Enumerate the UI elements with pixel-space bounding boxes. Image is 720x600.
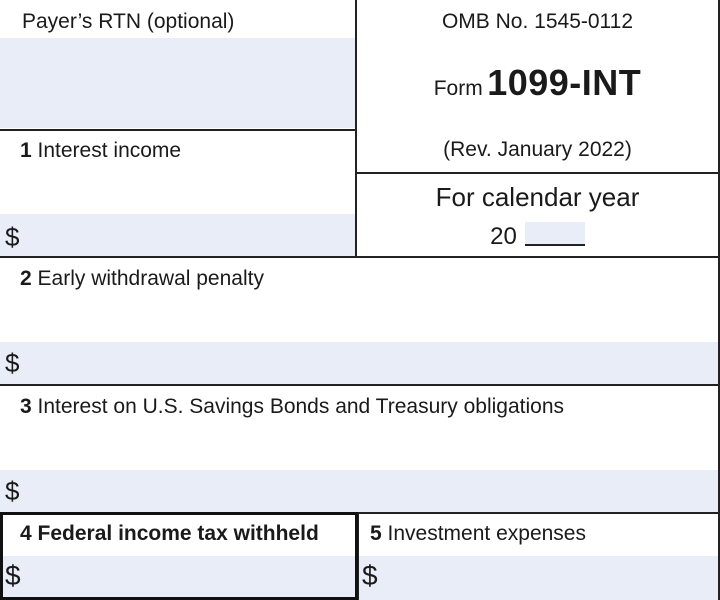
form-title [357, 62, 718, 104]
payer-rtn-label: Payer’s RTN (optional) [22, 10, 235, 33]
box3-number: 3 [20, 395, 32, 418]
box1-number: 1 [20, 139, 32, 162]
box4-number: 4 [20, 522, 32, 545]
box4-text: Federal income tax withheld [37, 522, 319, 545]
form-revision: (Rev. January 2022) [443, 138, 632, 161]
box3-text: Interest on U.S. Savings Bonds and Treasury obligations [37, 395, 564, 418]
box5-investment-expenses-field[interactable] [359, 556, 718, 600]
box2-text: Early withdrawal penalty [37, 267, 264, 290]
calendar-year-line [357, 222, 718, 251]
box4-currency: $ [5, 560, 21, 591]
box1-interest-income-field[interactable] [0, 214, 355, 256]
box2-number: 2 [20, 267, 32, 290]
box5-text: Investment expenses [387, 522, 586, 545]
box1-currency: $ [5, 222, 20, 252]
form-word: Form [433, 77, 483, 100]
box4-label [20, 522, 319, 546]
divider-payer-rtn-bottom [0, 129, 357, 131]
box3-label [20, 395, 564, 419]
box4-federal-tax-withheld-field[interactable] [3, 556, 355, 597]
box3-currency: $ [5, 476, 20, 506]
year-input[interactable] [525, 222, 585, 246]
box2-early-withdrawal-field[interactable] [0, 342, 718, 384]
box1-label [20, 139, 181, 163]
box2-label [20, 267, 264, 291]
payer-rtn-field[interactable] [0, 38, 355, 128]
form-number: 1099-INT [487, 62, 642, 103]
calendar-year-label: For calendar year [435, 182, 640, 212]
divider-box2-bottom [0, 384, 720, 386]
year-prefix: 20 [490, 223, 517, 250]
box5-currency: $ [362, 560, 378, 591]
box3-savings-bonds-field[interactable] [0, 470, 718, 512]
omb-number: OMB No. 1545-0112 [441, 10, 634, 33]
divider-box1-bottom [0, 256, 720, 258]
box5-label [370, 522, 586, 546]
box5-number: 5 [370, 522, 382, 545]
divider-revision-bottom [355, 172, 720, 174]
box2-currency: $ [5, 348, 20, 378]
box1-text: Interest income [37, 139, 182, 162]
